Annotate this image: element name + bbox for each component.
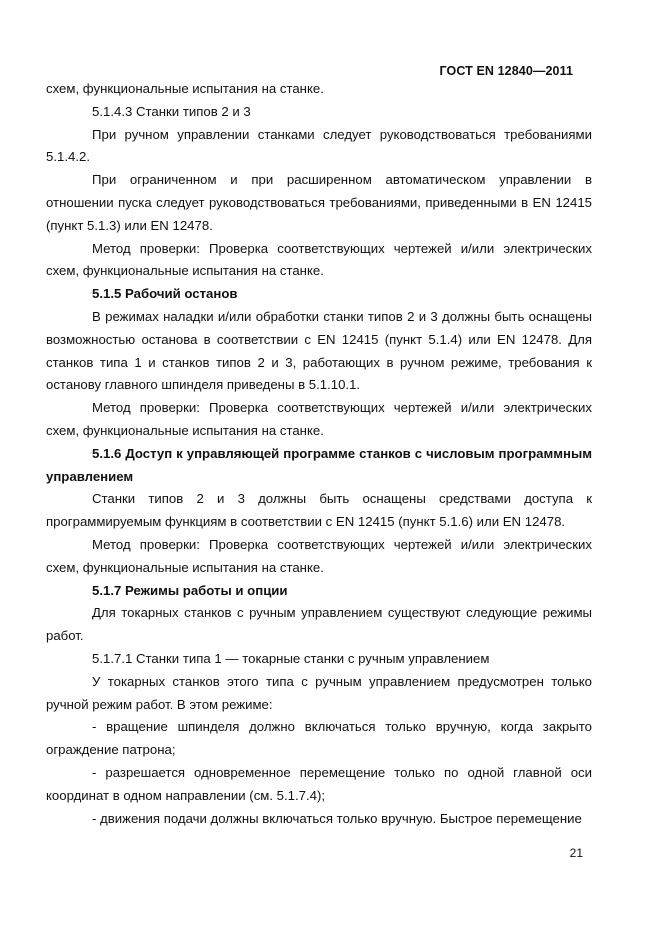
section-5-1-7-1-heading: 5.1.7.1 Станки типа 1 — токарные станки с ручным управлением: [92, 650, 490, 666]
list-item-feed: - движения подачи должны включаться только вручную. Быстрое перемещение: [92, 810, 582, 826]
document-body: [46, 78, 592, 830]
paragraph-type-1: У токарных станков этого типа с ручным управлением предусмотрен только ручной режим работ. В этом режиме:: [46, 673, 592, 712]
paragraph-1: схем, функциональные испытания на станке.: [46, 81, 324, 96]
paragraph-modes: Для токарных станков с ручным управлением существуют следующие режимы работ.: [46, 605, 592, 644]
verification-method-3: Метод проверки: Проверка соответствующих чертежей и/или электрических схем, функциональные испытания на станке.: [46, 536, 592, 575]
list-item-axis: - разрешается одновременное перемещение только по одной главной оси координат в одном направлении (см. 5.1.7.4);: [46, 764, 592, 803]
section-5-1-5-heading: 5.1.5 Рабочий останов: [92, 286, 238, 302]
verification-method-2: Метод проверки: Проверка соответствующих чертежей и/или электрических схем, функциональные испытания на станке.: [46, 400, 592, 438]
section-5-1-6-heading: 5.1.6 Доступ к управляющей программе станков с числовым программным управлением: [46, 445, 592, 484]
list-item-spindle: - вращение шпинделя должно включаться только вручную, когда закрыто ограждение патрона;: [46, 719, 592, 758]
page-number: 21: [569, 846, 583, 860]
section-5-1-7-heading: 5.1.7 Режимы работы и опции: [92, 582, 288, 598]
section-5-1-4-3-heading: 5.1.4.3 Станки типов 2 и 3: [92, 103, 251, 119]
paragraph-stop: В режимах наладки и/или обработки станки типов 2 и 3 должны быть оснащены возможностью останова в соответствии с EN 12415 (пункт 5.1.4) или EN 12478. Для станков типа 1 и станков типов 2 и 3, работающих в ручном режиме, требования к останову главного шпинделя приведены в 5.1.10.1.: [46, 308, 592, 393]
paragraph-manual-control: При ручном управлении станками следует руководствоваться требованиями 5.1.4.2.: [46, 126, 592, 165]
paragraph-program-access: Станки типов 2 и 3 должны быть оснащены средствами доступа к программируемым функциям в соответствии с EN 12415 (пункт 5.1.6) или EN 12478.: [46, 491, 592, 530]
document-header: ГОСТ EN 12840—2011: [439, 64, 573, 78]
verification-method-1: Метод проверки: Проверка соответствующих чертежей и/или электрических схем, функциональные испытания на станке.: [46, 240, 592, 279]
paragraph-automatic-control: При ограниченном и при расширенном автоматическом управлении в отношении пуска следует руководствоваться требованиями, приведенными в EN 12415 (пункт 5.1.3) или EN 12478.: [46, 172, 592, 233]
